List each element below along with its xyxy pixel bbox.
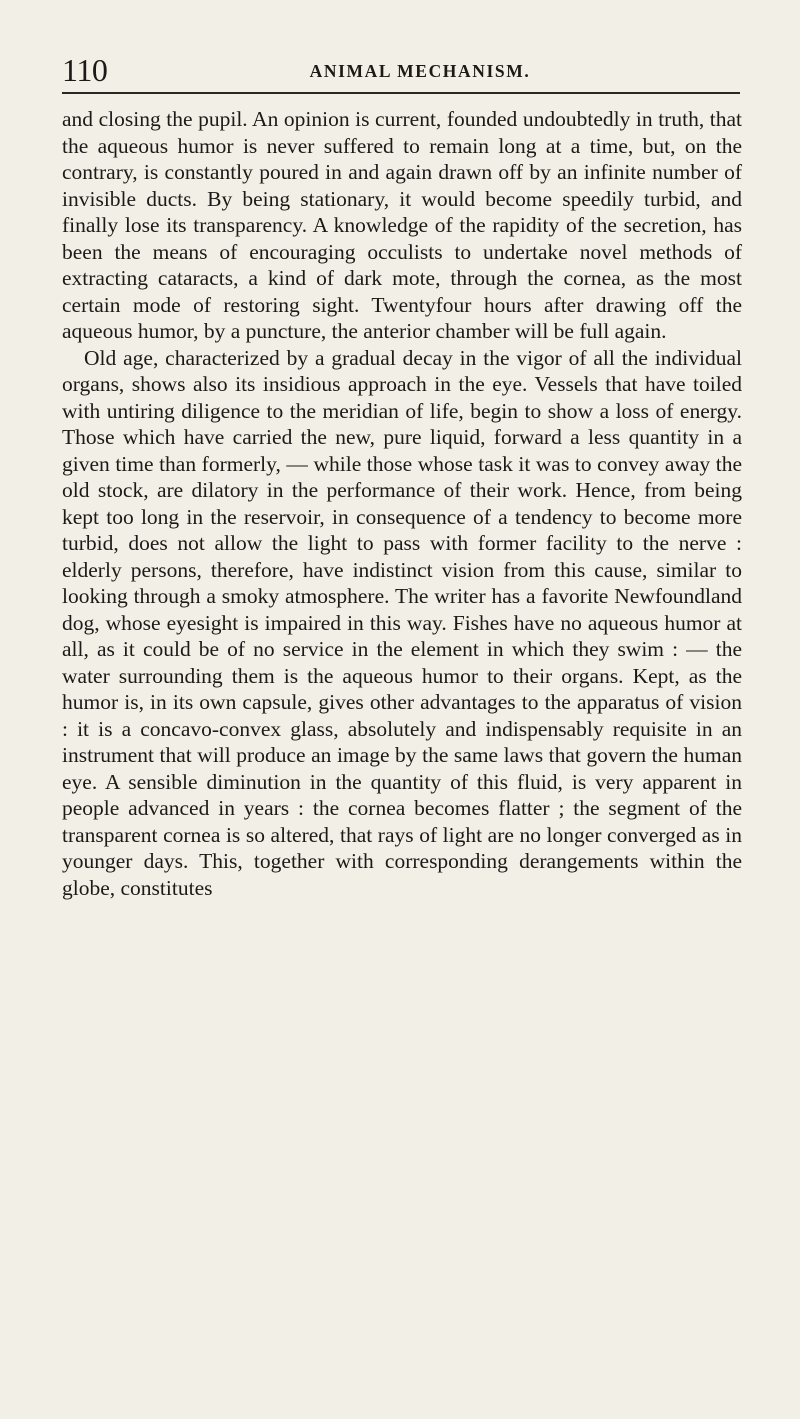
page-header — [62, 50, 740, 90]
paragraph-2: Old age, characterized by a gradual decay in the vigor of all the individual organs, shows also its insidious approach in the eye. Vessels that have toiled with untiring diligence to the meridian of life, begin to show a loss of energy. Those which have carried the new, pure liquid, forward a less quantity in a given time than formerly, — while those whose task it was to convey away the old stock, are dilatory in the performance of their work. Hence, from being kept too long in the reservoir, in consequence of a tendency to become more turbid, does not allow the light to pass with former facility to the nerve : elderly persons, therefore, have indistinct vision from this cause, similar to looking through a smoky atmosphere. The writer has a favorite Newfoundland dog, whose eyesight is impaired in this way. Fishes have no aqueous humor at all, as it could be of no service in the element in which they swim : — the water surrounding them is the aqueous humor to their organs. Kept, as the humor is, in its own capsule, gives other advantages to the apparatus of vision : it is a concavo-convex glass, absolutely and indispensably requisite in an instrument that will produce an image by the same laws that govern the human eye. A sensible diminution in the quantity of this fluid, is very apparent in people advanced in years : the cornea becomes flatter ; the segment of the transparent cornea is so altered, that rays of light are no longer converged as in younger days. This, together with corresponding derangements within the globe, constitutes — [62, 345, 742, 900]
page-number: 110 — [62, 52, 108, 88]
header-rule — [62, 92, 740, 94]
body-text — [62, 106, 742, 901]
running-head: ANIMAL MECHANISM. — [309, 61, 531, 81]
paragraph-1: and closing the pupil. An opinion is current, founded undoubtedly in truth, that the aqueous humor is never suffered to remain long at a time, but, on the contrary, is constantly poured in and again drawn off by an infinite number of invisible ducts. By being stationary, it would become speedily turbid, and finally lose its transparency. A knowledge of the rapidity of the secretion, has been the means of encouraging occulists to undertake novel methods of extracting cataracts, a kind of dark mote, through the cornea, as the most certain mode of restoring sight. Twentyfour hours after drawing off the aqueous humor, by a puncture, the anterior chamber will be full again. — [62, 107, 742, 343]
